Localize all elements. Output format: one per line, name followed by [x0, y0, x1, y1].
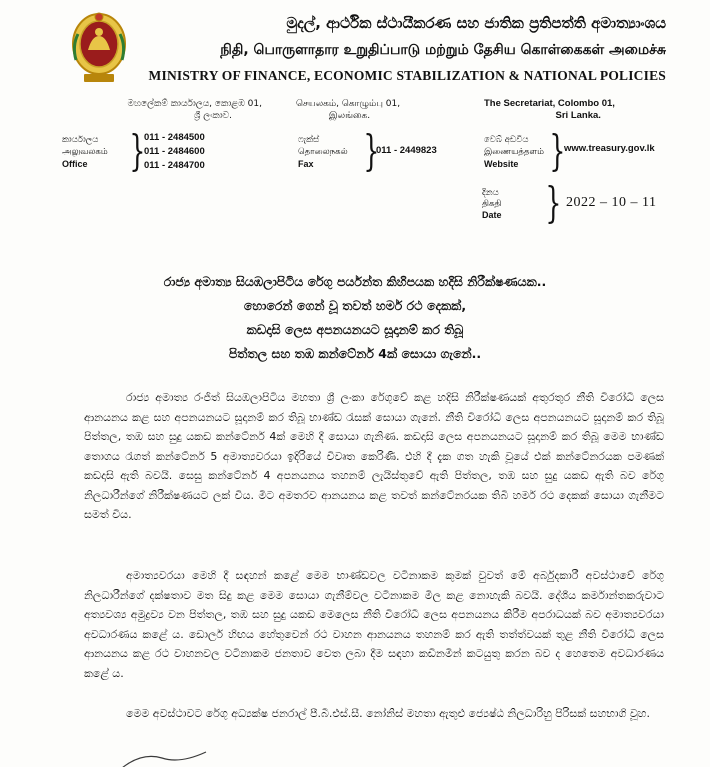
title-line-3: කඩදාසි ලෙස අපනයනයට සූදානම් කර තිබූ	[246, 322, 464, 337]
office-numbers	[144, 131, 205, 173]
date-label-si: දිනය	[482, 188, 499, 198]
address-english-line1: The Secretariat, Colombo 01,	[484, 98, 615, 109]
address-tamil	[296, 98, 400, 122]
office-label	[62, 134, 108, 170]
title-line-4: පිත්තල සහ තඹ කන්ටේනර් 4ක් සොයා ගැනේ..	[228, 346, 482, 361]
ministry-name-sinhala: මුදල්, ආර්ථික ස්ථායීකරණ සහ ජාතික ප්‍රතිපත්ති අමාත්‍යාංශය	[286, 14, 666, 32]
website-brace: }	[549, 126, 566, 175]
government-emblem	[70, 10, 128, 90]
ministry-name-tamil: நிதி, பொருளாதார உறுதிப்பாடு மற்றும் தேசிய கொள்கைகள் அமைச்சு	[220, 42, 666, 58]
ministry-name-english: MINISTRY OF FINANCE, ECONOMIC STABILIZATION & NATIONAL POLICIES	[148, 68, 666, 83]
body-paragraph-3: මෙම අවස්ථාවට රේගු අධ්‍යක්ෂ ජනරාල් පී.බී.එස්.සී. නෝනිස් මහතා ඇතුළු ජ්‍යෙෂ්ඨ නිලධාරිහු පිරිසක් සහභාගි වූහ.	[126, 707, 650, 720]
date-label	[482, 188, 502, 221]
title-line-2: හොරෙන් ගෙන් වූ තවත් හමර් රථ දෙකක්,	[243, 298, 467, 313]
signature-mark	[120, 750, 210, 767]
fax-label-ta: தொலைநகல்	[298, 147, 348, 157]
fax-label-en: Fax	[298, 159, 314, 169]
fax-brace: }	[363, 126, 380, 175]
office-label-en: Office	[62, 159, 88, 169]
fax-label-si: ෆැක්ස්	[298, 135, 320, 145]
address-english	[484, 98, 615, 122]
office-label-ta: அலுவலகம்	[62, 147, 108, 157]
press-release-title	[0, 270, 710, 366]
address-tamil-line1: செயலகம், கொழும்பு 01,	[296, 99, 401, 109]
office-number-1: 011 - 2484500	[144, 132, 205, 143]
address-sinhala-line2: ශ්‍රී ලංකාව.	[193, 111, 232, 121]
office-number-2: 011 - 2484600	[144, 146, 205, 157]
address-sinhala	[62, 98, 262, 122]
website-url[interactable]: www.treasury.gov.lk	[564, 143, 655, 154]
date-label-ta: திகதி	[482, 199, 502, 209]
fax-number: 011 - 2449823	[376, 145, 437, 156]
website-label-ta: இணையத்தளம்	[484, 147, 544, 157]
body-paragraph-1: රාජ්‍ය අමාත්‍ය රංජිත් සියඹලාපිටිය මහතා ශ්‍රී ලංකා රේගුවේ කළ හදිසි නිරීක්ෂණයක් අතුරතුර නීති විරෝධී ලෙස ආනයනය කළ සහ අපනයනයට සූදානම් කර තිබූ භාණ්ඩ රැසක් සොයා ගැනේ. නීති විරෝධී ලෙස අපනයනයට සූදානම් කර තිබූ පිත්තල, තඹ සහ සුදු යකඩ කන්ටේනර් 4ක් මෙහි දී සොයා ගැනිණ. කඩදාසි ලෙස අපනයනයට සූදානම් කර තිබූ මෙම භාණ්ඩ තොගය රැගත් කන්ටේනර් 5 අමාත්‍යවරයා ඉදිරියේ විවෘත කෙරිණි. එහි දී දැක ගත හැකි වූයේ එක් කන්ටේනරයක පමණක් කඩදාසි ඇති බවයි. සෙසු කන්ටේනර් 4 අපනයනය තහනම් ලැයිස්තුවේ ඇති පිත්තල, තඹ සහ සුදු යකඩ ඇති බව රේගු නිලධාරීන්ගේ නිරීක්ෂණයට ලක් විය. මීට අමතරව ආනයනය කළ තවත් කන්ටේනරයක තිබී හමර් රථ දෙකක් සොයා ගැනීමට සමත් විය.	[84, 391, 664, 521]
date-brace: }	[545, 178, 562, 227]
title-line-1: රාජ්‍ය අමාත්‍ය සියඹලාපිටිය රේගු පර්යන්ත කිහිපයක හදිසි නිරීක්ෂණයක..	[163, 274, 547, 289]
date-label-en: Date	[482, 210, 502, 220]
address-tamil-line2: இலங்கை.	[328, 111, 371, 121]
date-value: 2022 – 10 – 11	[566, 195, 657, 210]
address-sinhala-line1: මහලේකම් කාර්යාලය, කොළඹ 01,	[127, 99, 262, 109]
website-label-en: Website	[484, 159, 519, 169]
body-paragraph-2: අමාත්‍යවරයා මෙහි දී සඳහන් කළේ මෙම භාණ්ඩවල වටිනාකම කුමක් වුවත් මේ අර්බුදකාරී අවස්ථාවේ රේගු නිලධාරීන්ගේ දක්ෂතාව මත සිදු කළ මෙම සොයා ගැනීම්වල වටිනාකම මිල කළ නොහැකි බවයි. දේශීය කර්මාන්තකරුවාට අත්‍යවශ්‍ය අමුද්‍රව්‍ය වන පිත්තල, තඹ සහ සුදු යකඩ මෙලෙස නීති විරෝධී ලෙස අපනයනය කිරීම අපරාධයක් බව අමාත්‍යවරයා අවධාරණය කළේ ය. ඩොලර් හිඟය හේතුවෙන් රථ වාහන ආනයනය තහනම් කර ඇති තත්ත්වයක් තුළ නීති විරෝධී ලෙස ආනයනය කළ රථ වාහනවල වටිනාකම ජනතාව වෙත ලබා දීම සඳහා කඩිනමින් කටයුතු කරන බව ද හෙතෙම අවධාරණය කළේ ය.	[84, 569, 664, 680]
website-label-si: වෙබ් අඩවිය	[484, 135, 529, 145]
office-number-3: 011 - 2484700	[144, 160, 205, 171]
office-label-si: කාර්යාලය	[62, 135, 99, 145]
office-brace: }	[129, 126, 146, 175]
address-english-line2: Sri Lanka.	[555, 110, 601, 121]
website-label	[484, 134, 544, 170]
fax-label	[298, 134, 348, 170]
